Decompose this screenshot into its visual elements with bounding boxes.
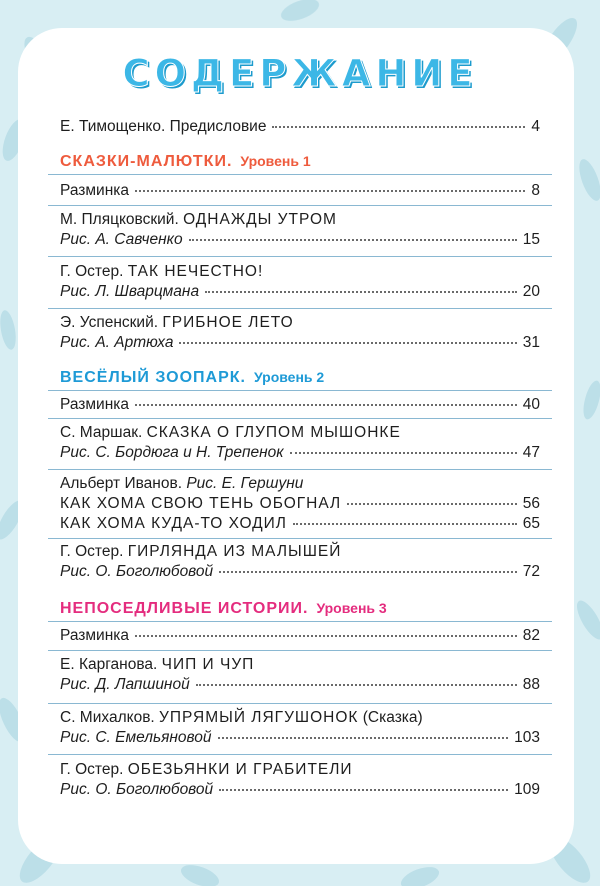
toc-entry[interactable]: Е. Карганова. ЧИП И ЧУП Рис. Д. Лапшиной 88 [60,656,540,693]
divider [48,538,552,539]
page-title: СОДЕРЖАНИЕ [122,52,478,95]
page-number: 4 [531,118,540,135]
toc-entry[interactable]: Г. Остер. ОБЕЗЬЯНКИ И ГРАБИТЕЛИ Рис. О. Боголюбовой 109 [60,761,540,798]
toc-entry[interactable]: Г. Остер. ГИРЛЯНДА ИЗ МАЛЫШЕЙ Рис. О. Боголюбовой 72 [60,543,540,580]
preface-entry[interactable] [60,118,540,138]
divider [48,469,552,470]
section-heading: ВЕСЁЛЫЙ ЗООПАРК. Уровень 2 [60,369,325,386]
toc-entry[interactable]: Э. Успенский. ГРИБНОЕ ЛЕТО Рис. А. Артюха 31 [60,314,540,351]
divider [48,754,552,755]
divider [48,390,552,391]
divider [48,256,552,257]
divider [48,703,552,704]
section-heading: НЕПОСЕДЛИВЫЕ ИСТОРИИ. Уровень 3 [60,600,387,617]
divider [48,174,552,175]
toc-entry[interactable]: Разминка 40 [60,396,540,413]
toc-entry[interactable]: Разминка 8 [60,182,540,199]
preface-text: Е. Тимощенко. Предисловие [60,118,267,135]
toc-entry[interactable]: С. Маршак. СКАЗКА О ГЛУПОМ МЫШОНКЕ Рис. С. Бордюга и Н. Трепенок 47 [60,424,540,461]
toc-entry[interactable]: С. Михалков. УПРЯМЫЙ ЛЯГУШОНОК (Сказка) Рис. С. Емельяновой 103 [60,709,540,746]
section-heading: СКАЗКИ-МАЛЮТКИ. Уровень 1 [60,153,311,170]
toc-entry[interactable]: Разминка 82 [60,627,540,644]
divider [48,650,552,651]
toc-entry[interactable]: Альберт Иванов. Рис. Е. Гершуни КАК ХОМА СВОЮ ТЕНЬ ОБОГНАЛ 56 КАК ХОМА КУДА-ТО ХОДИЛ 65 [60,475,540,532]
divider [48,418,552,419]
divider [48,308,552,309]
toc-entry[interactable]: Г. Остер. ТАК НЕЧЕСТНО! Рис. Л. Шварцмана 20 [60,263,540,300]
divider [48,621,552,622]
divider [48,205,552,206]
toc-entry[interactable]: М. Пляцковский. ОДНАЖДЫ УТРОМ Рис. А. Савченко 15 [60,211,540,248]
